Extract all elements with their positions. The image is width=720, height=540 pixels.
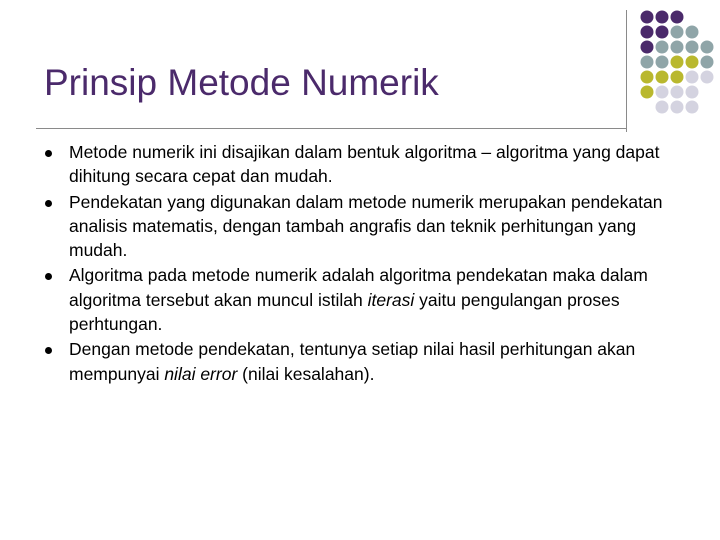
bullet-text: Dengan metode pendekatan, tentunya setiap nilai hasil perhitungan akan mempunyai (69, 339, 636, 384)
bullet-item (44, 263, 684, 336)
bullet-marker-icon (45, 273, 52, 280)
bullet-item (44, 190, 684, 263)
bullet-item (44, 337, 684, 386)
decorative-dot (686, 71, 699, 84)
decorative-dot (671, 86, 684, 99)
decorative-dot (671, 26, 684, 39)
decorative-dot (641, 86, 654, 99)
bullet-list (44, 140, 684, 387)
decorative-dot (641, 26, 654, 39)
decorative-dot (701, 56, 714, 69)
title-divider-horizontal (36, 128, 627, 129)
bullet-marker-icon (45, 150, 52, 157)
decorative-dot (686, 101, 699, 114)
decorative-dot (641, 41, 654, 54)
decorative-dot (701, 41, 714, 54)
decorative-dot (686, 86, 699, 99)
bullet-text: Metode numerik ini disajikan dalam bentuk algoritma – algoritma yang dapat dihitung secara cepat dan mudah. (69, 142, 660, 187)
decorative-dot (686, 41, 699, 54)
decorative-dot (656, 56, 669, 69)
decorative-dot (686, 26, 699, 39)
bullet-italic-term: iterasi (367, 289, 415, 310)
bullet-italic-term: nilai error (164, 363, 238, 384)
decorative-dot (656, 86, 669, 99)
decorative-dot (641, 56, 654, 69)
bullet-marker-icon (45, 347, 52, 354)
bullet-marker-icon (45, 200, 52, 207)
decorative-dot (686, 56, 699, 69)
decorative-dot (656, 26, 669, 39)
decorative-dot (671, 101, 684, 114)
bullet-item (44, 140, 684, 189)
bullet-text: Algoritma pada metode numerik adalah algoritma pendekatan maka dalam algoritma tersebut akan muncul istilah (69, 265, 648, 310)
decorative-dot (641, 71, 654, 84)
decorative-dot (671, 71, 684, 84)
bullet-text: Pendekatan yang digunakan dalam metode numerik merupakan pendekatan analisis matematis, dengan tambah angrafis dan teknik perhitungan yang mudah. (69, 191, 663, 261)
decorative-dot (701, 71, 714, 84)
bullet-text-tail: yaitu pengulangan proses perhtungan. (69, 289, 620, 335)
decorative-dot (656, 41, 669, 54)
decorative-dot (641, 11, 654, 24)
decorative-dot (671, 11, 684, 24)
decorative-dot (671, 56, 684, 69)
decorative-dot (656, 11, 669, 24)
title-divider-vertical (626, 10, 627, 132)
decorative-dot (656, 71, 669, 84)
decorative-dot (671, 41, 684, 54)
slide-title: Prinsip Metode Numerik (44, 62, 439, 103)
decorative-dot (656, 101, 669, 114)
bullet-text-tail: (nilai kesalahan). (237, 363, 375, 384)
